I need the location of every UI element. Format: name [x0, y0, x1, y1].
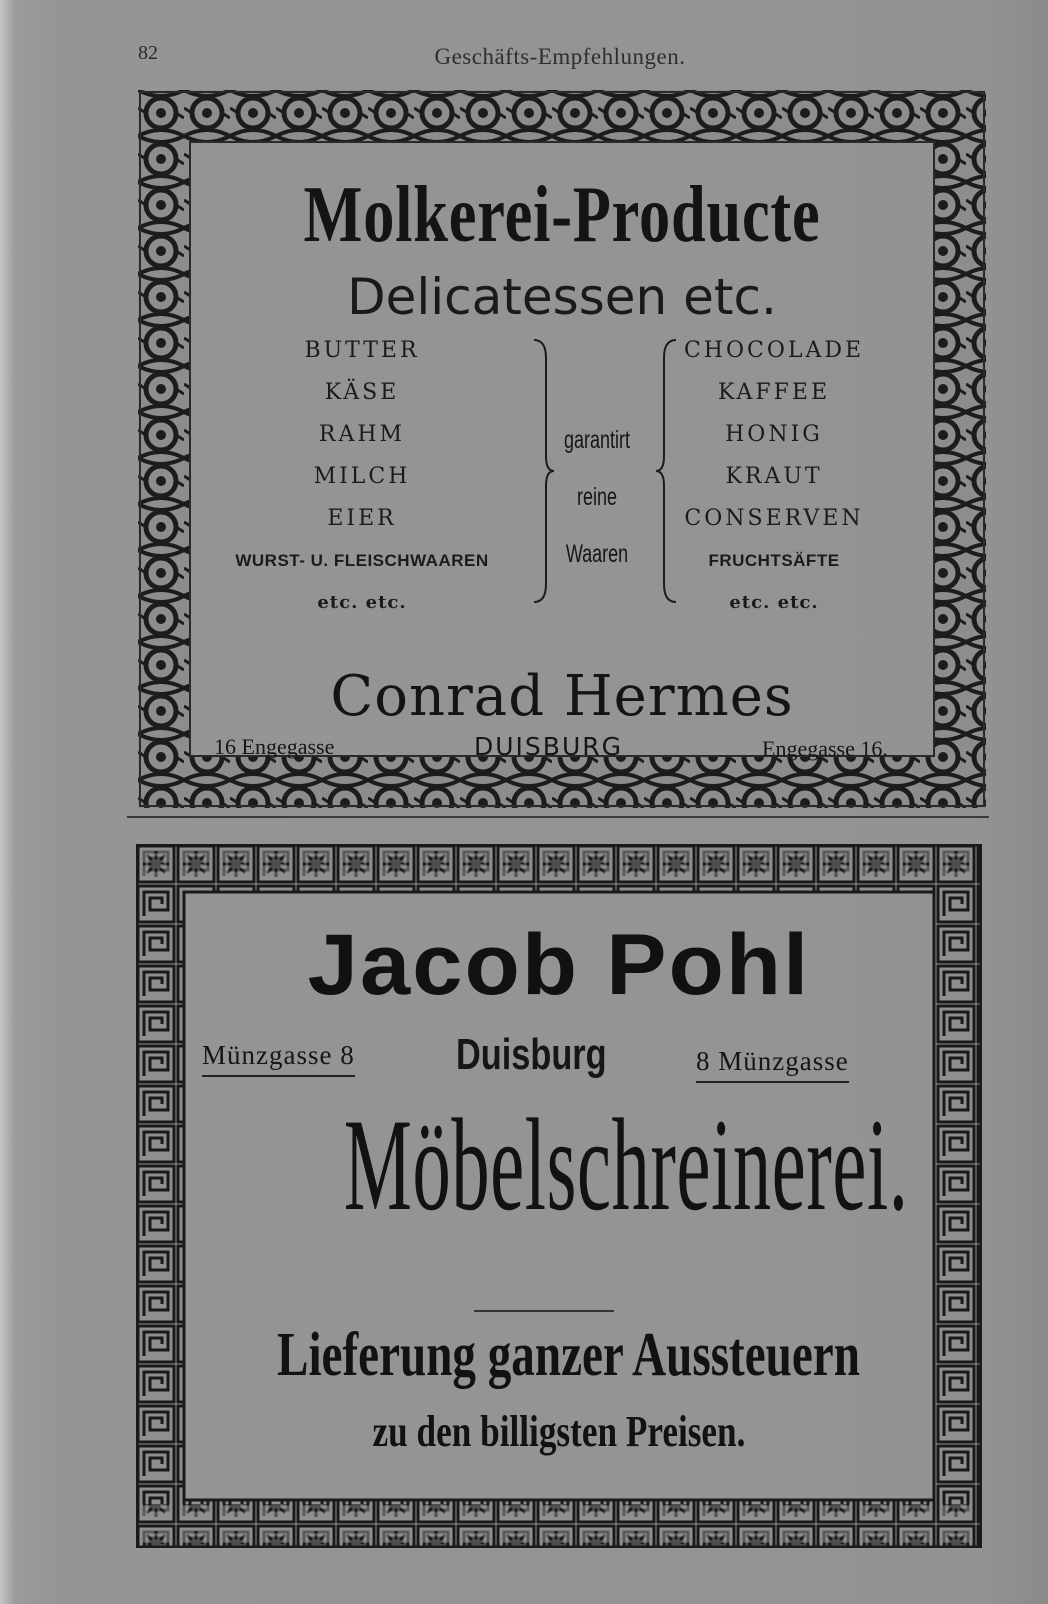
dairy-advertisement	[138, 90, 986, 808]
product-item: HONIG	[725, 422, 823, 447]
product-item: RAHM	[318, 422, 406, 447]
product-item: EIER	[327, 506, 397, 531]
product-item: KÄSE	[324, 380, 400, 405]
ad2-content	[188, 892, 930, 1500]
ad1-city: DUISBURG	[474, 732, 623, 761]
furniture-advertisement	[136, 844, 982, 1548]
ad1-address-right: Engegasse 16.	[762, 736, 888, 761]
product-item: etc. etc.	[317, 592, 407, 613]
ad1-subtitle: Delicatessen etc.	[347, 268, 777, 326]
ad1-title: Molkerei-Producte	[303, 171, 821, 259]
ad2-trade: Möbelschreinerei.	[343, 1091, 909, 1238]
product-item: CONSERVEN	[684, 506, 864, 531]
center-word: garantirt	[563, 426, 631, 454]
ad2-city: Duisburg	[456, 1030, 607, 1079]
ad2-street-left: Münzgasse 8	[202, 1040, 355, 1077]
running-head: Geschäfts-Empfehlungen.	[434, 44, 686, 69]
ad1-content	[192, 144, 932, 761]
product-item: CHOCOLADE	[683, 338, 865, 363]
ad2-tagline: Lieferung ganzer Aussteuern	[277, 1321, 860, 1389]
page-spine-edge	[0, 0, 14, 1604]
ad2-street-right: 8 Münzgasse	[696, 1046, 849, 1083]
center-word: Waaren	[565, 540, 629, 568]
product-item: KRAUT	[725, 464, 823, 489]
product-item: WURST- U. FLEISCHWAAREN	[235, 551, 489, 570]
product-list-right	[624, 330, 924, 624]
ad1-address-left: 16 Engegasse	[214, 734, 335, 759]
product-item: BUTTER	[304, 338, 420, 363]
ad1-merchant-name: Conrad Hermes	[330, 664, 794, 729]
ad-divider	[127, 816, 989, 818]
product-item: FRUCHTSÄFTE	[708, 551, 840, 570]
product-list-left	[212, 330, 512, 624]
product-item: etc. etc.	[729, 592, 819, 613]
page-header	[130, 38, 990, 78]
page-number: 82	[138, 42, 158, 64]
ad2-price-line: zu den billigsten Preisen.	[372, 1407, 746, 1456]
product-item: MILCH	[313, 464, 411, 489]
product-item: KAFFEE	[717, 380, 831, 405]
left-brace	[532, 338, 556, 604]
ad2-rule	[474, 1310, 614, 1312]
ad2-merchant-name: Jacob Pohl	[307, 917, 811, 1013]
center-word: reine	[576, 483, 618, 511]
